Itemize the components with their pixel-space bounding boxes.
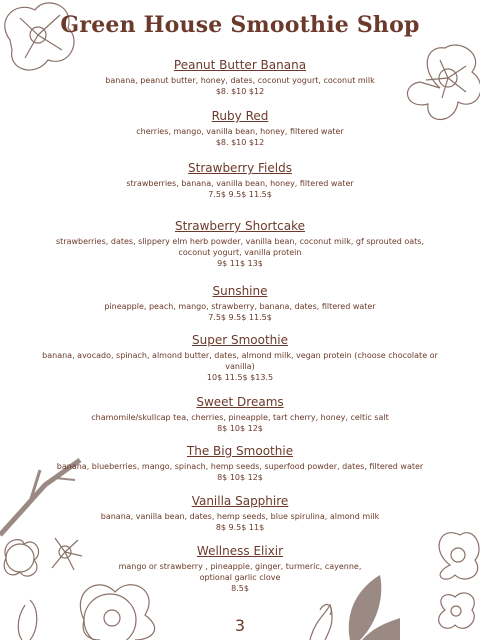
item-name: Strawberry Shortcake <box>174 219 306 233</box>
page-number: 3 <box>234 616 246 635</box>
menu-item <box>40 494 440 533</box>
item-prices: 8$ 10$ 12$ <box>217 424 263 433</box>
menu-item <box>40 161 440 200</box>
menu-item <box>40 333 440 383</box>
menu-item <box>40 219 440 269</box>
item-name: Strawberry Fields <box>188 161 292 175</box>
item-prices: 9$ 11$ 13$ <box>217 259 263 268</box>
item-ingredients: mango or strawberry , pineapple, ginger, turmeric, cayenne, optional garlic clove <box>118 562 362 582</box>
item-prices: 8$ 10$ 12$ <box>217 473 263 482</box>
item-prices: 10$ 11.5$ $13.5 <box>206 373 274 382</box>
item-ingredients: banana, vanilla bean, dates, hemp seeds, blue spirulina, almond milk <box>100 512 380 521</box>
item-ingredients: pineapple, peach, mango, strawberry, banana, dates, filtered water <box>104 302 376 311</box>
item-ingredients: chamomile/skullcap tea, cherries, pineapple, tart cherry, honey, celtic salt <box>91 413 389 422</box>
item-ingredients: banana, avocado, spinach, almond butter, dates, almond milk, vegan protein (choose chocolate or vanilla) <box>42 351 438 371</box>
menu-item <box>40 109 440 148</box>
item-prices: $8. $10 $12 <box>215 87 265 96</box>
menu-item <box>40 284 440 323</box>
item-name: Vanilla Sapphire <box>191 494 289 508</box>
item-name: Ruby Red <box>211 109 269 123</box>
item-prices: $8. $10 $12 <box>215 138 265 147</box>
item-name: Super Smoothie <box>192 333 288 347</box>
item-name: Sweet Dreams <box>196 395 284 409</box>
item-prices: 7.5$ 9.5$ 11.5$ <box>208 313 272 322</box>
item-name: Sunshine <box>212 284 268 298</box>
item-prices: 7.5$ 9.5$ 11.5$ <box>208 190 272 199</box>
menu-item <box>40 444 440 483</box>
page-title: Green House Smoothie Shop <box>60 12 420 38</box>
item-name: The Big Smoothie <box>186 444 294 458</box>
menu-item <box>40 58 440 97</box>
item-ingredients: cherries, mango, vanilla bean, honey, filtered water <box>136 127 344 136</box>
item-prices: 8$ 9.5$ 11$ <box>215 523 265 532</box>
menu-item <box>40 395 440 434</box>
item-name: Peanut Butter Banana <box>173 58 307 72</box>
item-ingredients: strawberries, dates, slippery elm herb powder, vanilla bean, coconut milk, gf sprouted oats, coconut yogurt, vanilla protein <box>55 237 425 257</box>
menu-item <box>110 544 370 594</box>
item-ingredients: banana, blueberries, mango, spinach, hemp seeds, superfood powder, dates, filtered water <box>56 462 424 471</box>
item-name: Wellness Elixir <box>196 544 284 558</box>
item-ingredients: banana, peanut butter, honey, dates, coconut yogurt, coconut milk <box>105 76 375 85</box>
item-ingredients: strawberries, banana, vanilla bean, honey, filtered water <box>126 179 354 188</box>
item-prices: 8.5$ <box>231 584 249 593</box>
